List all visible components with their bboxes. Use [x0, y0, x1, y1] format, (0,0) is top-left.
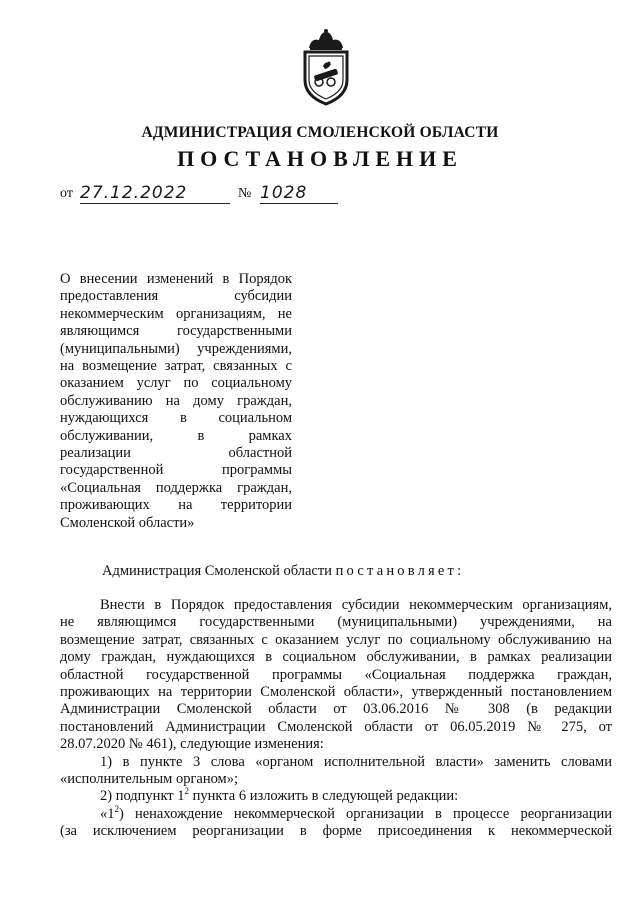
subject-line: некоммерческим организациям, не — [60, 305, 292, 322]
preamble-text: Администрация Смоленской области — [102, 563, 336, 579]
subject-line: проживающих на территории — [60, 497, 292, 514]
preamble — [102, 563, 464, 580]
item-2-text-a: 2) подпункт 1 — [100, 788, 185, 805]
subject-line: нуждающихся в социальном — [60, 410, 292, 427]
subject-line: предоставления субсидии — [60, 288, 292, 305]
quote-text-a: «1 — [100, 805, 115, 822]
date-prefix: от — [60, 186, 73, 201]
item-1-line: 1) в пункте 3 слова «органом исполнительной власти» заменить словами — [100, 753, 612, 770]
body-line: проживающих на территории Смоленской области», утвержденный постановлением — [60, 684, 612, 701]
smolensk-coat-of-arms-icon — [295, 28, 357, 108]
body-line: дому граждан, нуждающихся в социальном обслуживании, в рамках реализации — [60, 649, 612, 666]
subject-line: на возмещение затрат, связанных с — [60, 358, 292, 375]
date-number-line — [60, 183, 320, 210]
body-line: областной государственной программы «Социальная поддержка граждан, — [60, 666, 612, 683]
subject-line: обслуживанию на дому граждан, — [60, 392, 292, 409]
organization-title: АДМИНИСТРАЦИЯ СМОЛЕНСКОЙ ОБЛАСТИ — [141, 124, 499, 141]
quote-text-b: ) ненахождение некоммерческой организации в процессе реорганизации — [119, 805, 612, 822]
item-2-continuation: (за исключением реорганизации в форме присоединения к некоммерческой — [60, 823, 612, 840]
document-number: 1028 — [260, 183, 338, 204]
body-line: Внести в Порядок предоставления субсидии некоммерческим организациям, — [100, 597, 612, 613]
subject-line: (муниципальными) учреждениями, — [60, 340, 292, 357]
body-line: постановлений Администрации Смоленской области от 06.05.2019 № 275, от — [60, 718, 612, 735]
item-2-superscript: 2 — [184, 786, 190, 797]
item-2-line — [60, 788, 612, 805]
subject-line: государственной программы — [60, 462, 292, 479]
subject-line: «Социальная поддержка граждан, — [60, 479, 292, 496]
body-line: возмещение затрат, связанных с оказанием услуг по социальному обслуживанию на — [60, 631, 612, 648]
number-label: № — [238, 186, 252, 201]
subject-line: являющимся государственными — [60, 323, 292, 340]
document-date: 27.12.2022 — [80, 183, 230, 204]
body-line: 28.07.2020 № 461), следующие изменения: — [60, 736, 324, 753]
item-2-text-b: пункта 6 изложить в следующей редакции: — [189, 788, 459, 805]
subject-line: Смоленской области» — [60, 514, 195, 531]
subject-line: оказанием услуг по социальному — [60, 375, 292, 392]
item-2-quote-line — [60, 806, 612, 823]
preamble-resolves: постановляет: — [335, 563, 465, 579]
item-1-line: «исполнительным органом»; — [60, 771, 239, 788]
document-type: ПОСТАНОВЛЕНИЕ — [177, 146, 463, 171]
document-subject — [60, 271, 292, 532]
subject-line: О внесении изменений в Порядок — [60, 271, 292, 287]
quote-superscript: 2 — [114, 804, 119, 815]
subject-line: обслуживании, в рамках — [60, 427, 292, 444]
subject-line: реализации областной — [60, 445, 292, 462]
body-line: Администрации Смоленской области от 03.06.2016 № 308 (в редакции — [60, 701, 612, 718]
body-line: не являющимся государственными (муниципальными) учреждениями, на — [60, 614, 612, 631]
document-body — [60, 597, 612, 841]
